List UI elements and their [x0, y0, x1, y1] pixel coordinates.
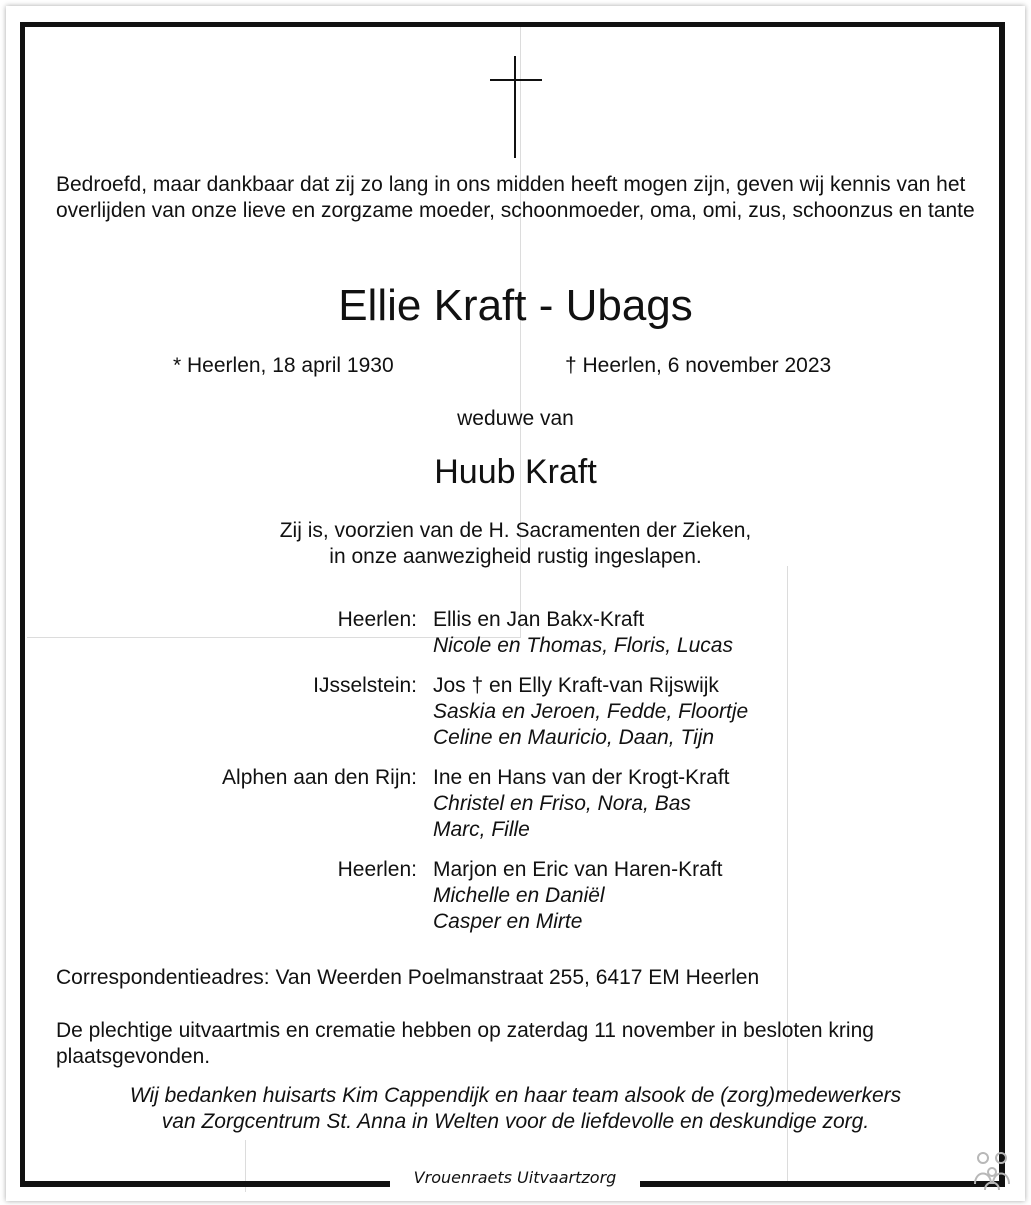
family-main: Ellis en Jan Bakx-Kraft — [433, 608, 645, 631]
family-place: Heerlen: — [337, 858, 417, 881]
ceremony-text: De plechtige uitvaartmis en crematie hebben op zaterdag 11 november in besloten kring plaatsgevonden. — [56, 1019, 874, 1068]
family-sub: Casper en Mirte — [433, 910, 583, 933]
death-date: † Heerlen, 6 november 2023 — [565, 354, 832, 377]
family-sub: Marc, Fille — [433, 818, 530, 841]
thanks-line-1: Wij bedanken huisarts Kim Cappendijk en haar team alsook de (zorg)medewerkers — [129, 1084, 902, 1107]
family-list — [0, 607, 1031, 949]
people-logo-icon — [968, 1150, 1018, 1192]
sacraments-line-1: Zij is, voorzien van de H. Sacramenten der Zieken, — [279, 519, 752, 542]
intro-text: Bedroefd, maar dankbaar dat zij zo lang in ons midden heeft mogen zijn, geven wij kennis van het overlijden van onze lieve en zorgzame moeder, schoonmoeder, oma, omi, zus, schoonzus en tante — [56, 173, 975, 222]
family-entry — [0, 607, 1031, 659]
deceased-name: Ellie Kraft - Ubags — [338, 281, 693, 330]
family-sub: Nicole en Thomas, Floris, Lucas — [433, 634, 733, 657]
family-entry — [0, 765, 1031, 843]
correspondence-address: Correspondentieadres: Van Weerden Poelmanstraat 255, 6417 EM Heerlen — [56, 966, 760, 989]
family-sub: Celine en Mauricio, Daan, Tijn — [433, 726, 715, 749]
thanks-text — [0, 1083, 1031, 1135]
undertaker-logo: Vrouenraets Uitvaartzorg — [390, 1165, 640, 1191]
family-entry — [0, 673, 1031, 751]
husband-name: Huub Kraft — [434, 453, 597, 491]
thanks-line-2: van Zorgcentrum St. Anna in Welten voor de liefdevolle en deskundige zorg. — [161, 1110, 870, 1133]
family-place: Alphen aan den Rijn: — [222, 766, 417, 789]
family-place: IJsselstein: — [313, 674, 417, 697]
family-sub: Saskia en Jeroen, Fedde, Floortje — [433, 700, 749, 723]
family-place: Heerlen: — [337, 608, 417, 631]
sacraments-line-2: in onze aanwezigheid rustig ingeslapen. — [329, 545, 702, 568]
family-entry — [0, 857, 1031, 935]
family-main: Ine en Hans van der Krogt-Kraft — [433, 766, 730, 789]
family-main: Jos † en Elly Kraft-van Rijswijk — [433, 674, 719, 697]
birth-date: * Heerlen, 18 april 1930 — [173, 354, 394, 377]
family-sub: Christel en Friso, Nora, Bas — [433, 792, 691, 815]
family-sub: Michelle en Daniël — [433, 884, 605, 907]
widow-of-label: weduwe van — [457, 407, 574, 430]
family-main: Marjon en Eric van Haren-Kraft — [433, 858, 723, 881]
